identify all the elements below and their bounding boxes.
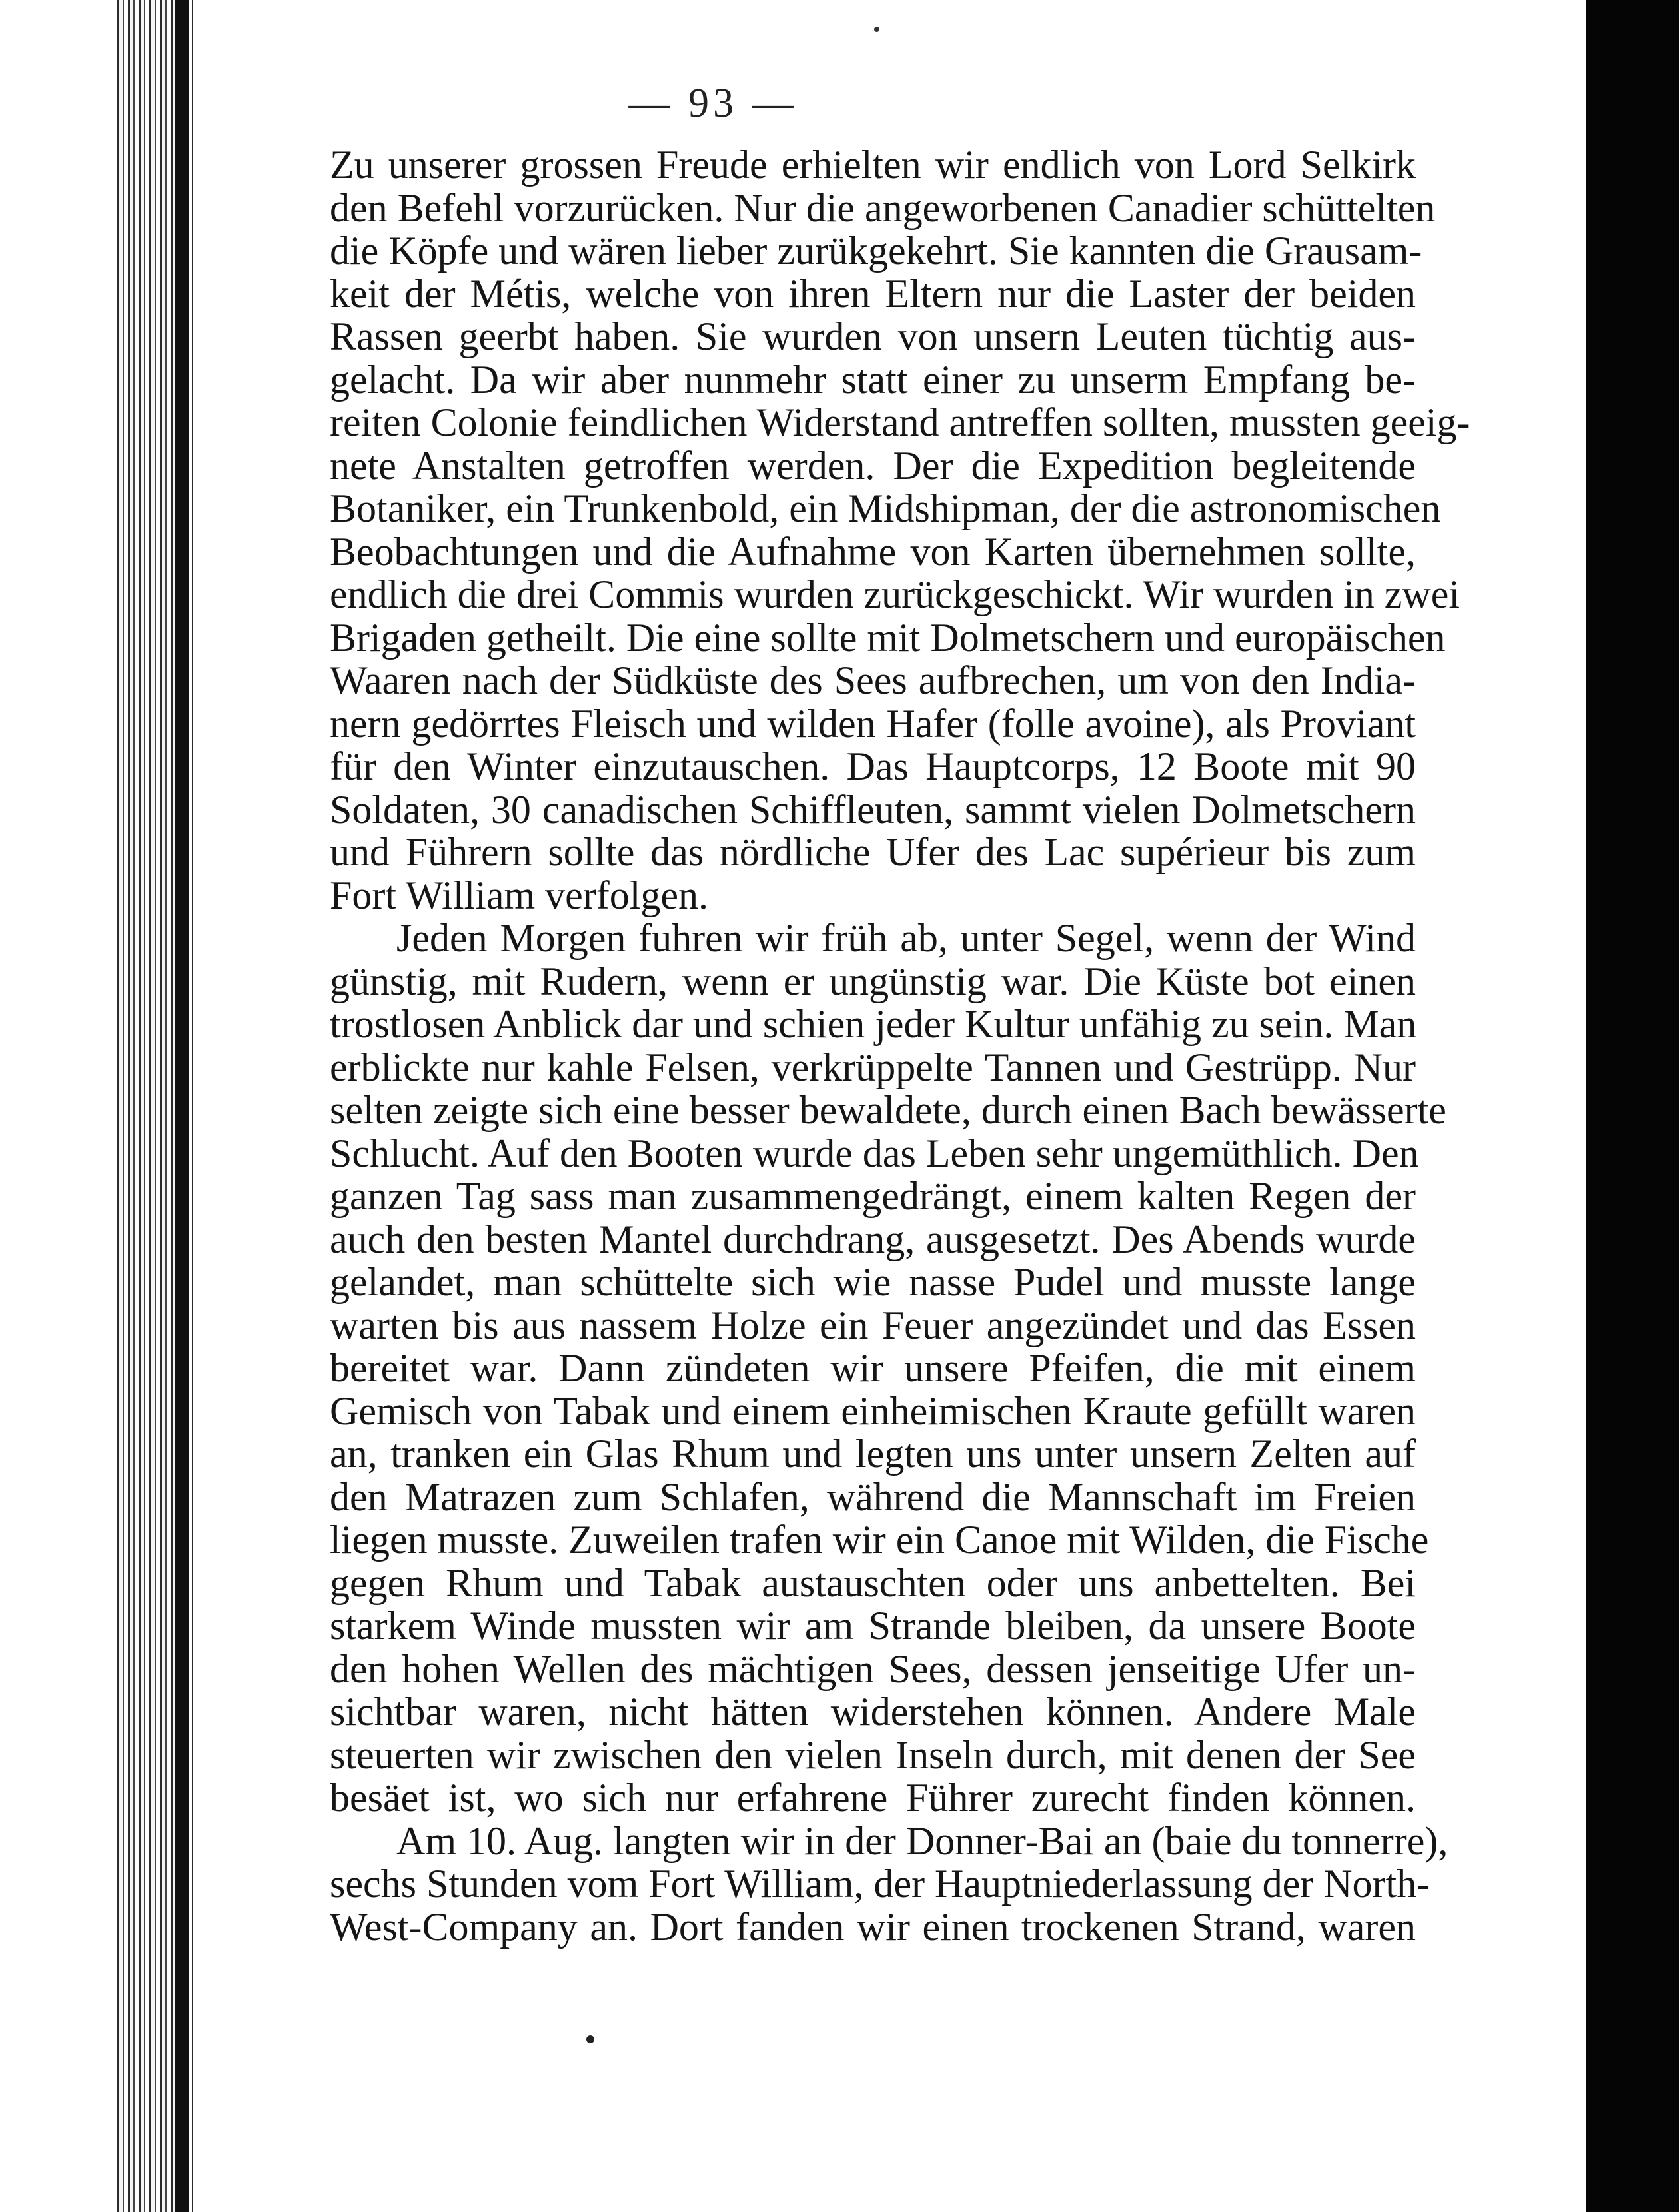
text-line: nern gedörrtes Fleisch und wilden Hafer (folle avoine), als Proviant: [330, 701, 1416, 746]
text-line: an, tranken ein Glas Rhum und legten uns unter unsern Zelten auf: [330, 1432, 1416, 1476]
text-line: Zu unserer grossen Freude erhielten wir endlich von Lord Selkirk: [330, 143, 1416, 187]
text-line: die Köpfe und wären lieber zurükgekehrt. Sie kannten die Grausam-: [330, 229, 1422, 273]
speck-mark: [874, 27, 879, 32]
scan-border-right: [1586, 0, 1679, 2212]
text-line: erblickte nur kahle Felsen, verkrüppelte Tannen und Gestrüpp. Nur: [330, 1045, 1416, 1089]
text-line: Brigaden getheilt. Die eine sollte mit Dolmetschern und europäischen: [330, 615, 1446, 660]
text-line: Waaren nach der Südküste des Sees aufbrechen, um von den India-: [330, 658, 1416, 702]
text-line: warten bis aus nassem Holze ein Feuer angezündet und das Essen: [330, 1303, 1416, 1347]
text-line: Beobachtungen und die Aufnahme von Karten übernehmen sollte,: [330, 529, 1416, 574]
text-line: den hohen Wellen des mächtigen Sees, dessen jenseitige Ufer un-: [330, 1646, 1416, 1691]
text-line: gegen Rhum und Tabak austauschten oder uns anbettelten. Bei: [330, 1560, 1416, 1605]
text-line: Am 10. Aug. langten wir in der Donner-Bai an (baie du tonnerre),: [396, 1818, 1448, 1863]
text-line: Jeden Morgen fuhren wir früh ab, unter Segel, wenn der Wind: [396, 916, 1416, 960]
text-line: gelacht. Da wir aber nunmehr statt einer zu unserm Empfang be-: [330, 357, 1416, 402]
text-line: bereitet war. Dann zündeten wir unsere Pfeifen, die mit einem: [330, 1346, 1416, 1390]
text-line: endlich die drei Commis wurden zurückgeschickt. Wir wurden in zwei: [330, 572, 1460, 616]
text-line: Soldaten, 30 canadischen Schiffleuten, sammt vielen Dolmetschern: [330, 787, 1416, 831]
text-line: Rassen geerbt haben. Sie wurden von unsern Leuten tüchtig aus-: [330, 314, 1416, 358]
text-line: sechs Stunden vom Fort William, der Hauptniederlassung der North-: [330, 1862, 1430, 1906]
text-line: Botaniker, ein Trunkenbold, ein Midshipman, der die astronomischen: [330, 486, 1441, 530]
text-line: den Befehl vorzurücken. Nur die angeworbenen Canadier schüttelten: [330, 185, 1436, 230]
text-line: West-Company an. Dort fanden wir einen trockenen Strand, waren: [330, 1904, 1416, 1949]
book-spine-shadow: [175, 0, 189, 2212]
text-line: keit der Métis, welche von ihren Eltern nur die Laster der beiden: [330, 271, 1416, 316]
text-line: nete Anstalten getroffen werden. Der die Expedition begleitende: [330, 443, 1416, 488]
text-line: besäet ist, wo sich nur erfahrene Führer zurecht finden können.: [330, 1776, 1416, 1820]
book-page: [193, 0, 1586, 2212]
text-line: ganzen Tag sass man zusammengedrängt, einem kalten Regen der: [330, 1174, 1416, 1218]
text-line: Schlucht. Auf den Booten wurde das Leben sehr ungemüthlich. Den: [330, 1131, 1419, 1175]
text-line: für den Winter einzutauschen. Das Hauptcorps, 12 Boote mit 90: [330, 744, 1416, 788]
text-line: trostlosen Anblick dar und schien jeder Kultur unfähig zu sein. Man: [330, 1002, 1417, 1046]
text-line: liegen musste. Zuweilen trafen wir ein Canoe mit Wilden, die Fische: [330, 1518, 1429, 1562]
text-line: günstig, mit Rudern, wenn er ungünstig war. Die Küste bot einen: [330, 959, 1416, 1003]
speck-mark: [586, 2035, 594, 2043]
text-line: Fort William verfolgen.: [330, 873, 709, 917]
body-text: [330, 143, 1470, 1949]
text-line: selten zeigte sich eine besser bewaldete, durch einen Bach bewässerte: [330, 1088, 1446, 1132]
text-line: Gemisch von Tabak und einem einheimischen Kraute gefüllt waren: [330, 1388, 1416, 1433]
text-line: gelandet, man schüttelte sich wie nasse Pudel und musste lange: [330, 1260, 1416, 1304]
text-line: steuerten wir zwischen den vielen Inseln durch, mit denen der See: [330, 1732, 1416, 1777]
text-line: starkem Winde mussten wir am Strande bleiben, da unsere Boote: [330, 1604, 1416, 1648]
text-line: reiten Colonie feindlichen Widerstand antreffen sollten, mussten geeig-: [330, 400, 1470, 444]
text-line: den Matrazen zum Schlafen, während die Mannschaft im Freien: [330, 1474, 1416, 1519]
text-line: und Führern sollte das nördliche Ufer des Lac supérieur bis zum: [330, 830, 1416, 874]
text-line: sichtbar waren, nicht hätten widerstehen können. Andere Male: [330, 1690, 1416, 1734]
text-line: auch den besten Mantel durchdrang, ausgesetzt. Des Abends wurde: [330, 1217, 1416, 1261]
page-number: — 93 —: [628, 81, 798, 126]
